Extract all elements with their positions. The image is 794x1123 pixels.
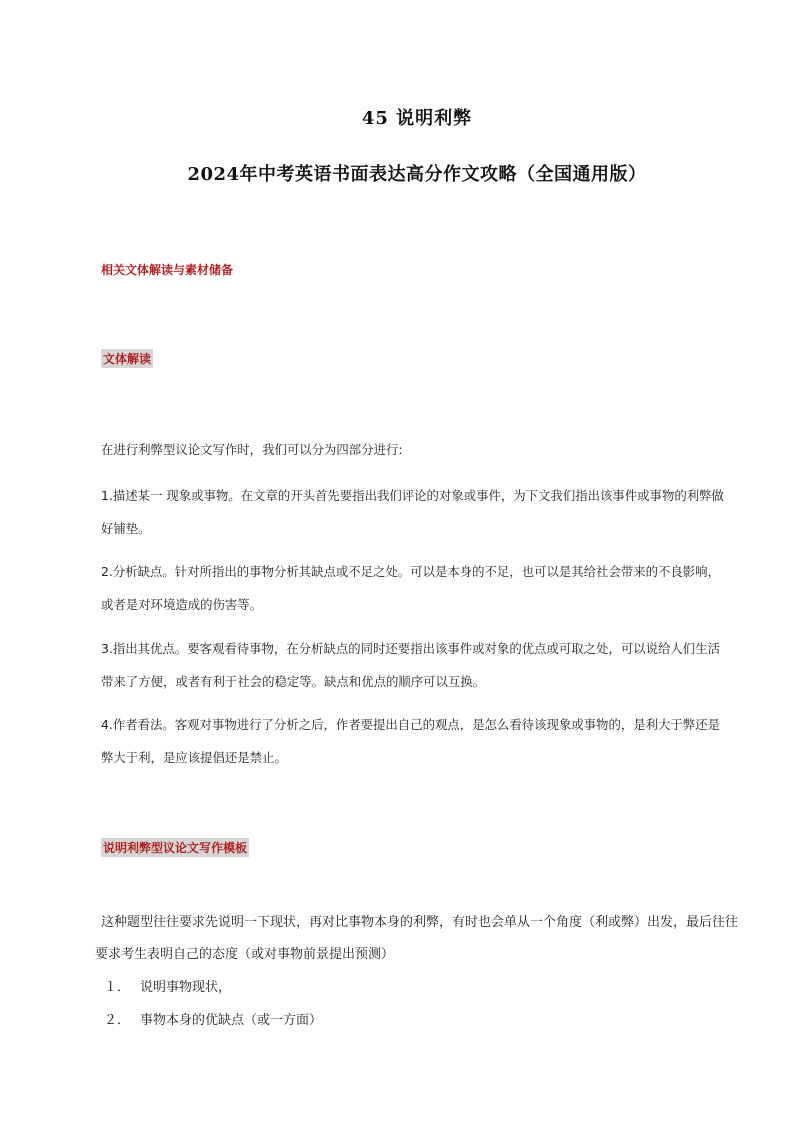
style-reading-intro: 在进行利弊型议论文写作时，我们可以分为四部分进行: bbox=[101, 442, 403, 457]
list-item-text: 事物本身的优缺点（或一方面） bbox=[140, 1013, 323, 1028]
section-heading-style-reading: 文体解读 bbox=[101, 349, 153, 368]
list-item bbox=[104, 976, 231, 995]
section-heading-template: 说明利弊型议论文写作模板 bbox=[101, 838, 249, 857]
style-reading-point-3: 3.指出其优点。要客观看待事物，在分析缺点的同时还要指出该事件或对象的优点或可取之处，可以说给人们生活带来了方便，或者有利于社会的稳定等。缺点和优点的顺序可以互换。 bbox=[101, 641, 720, 689]
page-title: 45 说明利弊 bbox=[361, 108, 473, 129]
template-intro: 这种题型往往要求先说明一下现状，再对比事物本身的利弊，有时也会单从一个角度（利或弊）出发，最后往往要求考生表明自己的态度（或对事物前景提出预测） bbox=[95, 915, 739, 962]
style-reading-point-1: 1.描述某一 现象或事物。在文章的开头首先要指出我们评论的对象或事件，为下文我们指出该事件或事物的利弊做好铺垫。 bbox=[101, 488, 724, 536]
style-reading-point-4: 4.作者看法。客观对事物进行了分析之后，作者要提出自己的观点，是怎么看待该现象或事物的，是利大于弊还是弊大于利，是应该提倡还是禁止。 bbox=[101, 717, 720, 765]
style-reading-point-2: 2.分析缺点。针对所指出的事物分析其缺点或不足之处。可以是本身的不足，也可以是其给社会带来的不良影响，或者是对环境造成的伤害等。 bbox=[101, 564, 720, 612]
page-subtitle: 2024年中考英语书面表达高分作文攻略（全国通用版） bbox=[187, 164, 647, 185]
list-item-text: 说明事物现状， bbox=[140, 980, 232, 995]
section-heading-related: 相关文体解读与素材储备 bbox=[101, 263, 234, 277]
list-item-number: ２． bbox=[104, 1013, 131, 1028]
list-item-number: １． bbox=[104, 980, 131, 995]
list-item bbox=[104, 1009, 322, 1028]
